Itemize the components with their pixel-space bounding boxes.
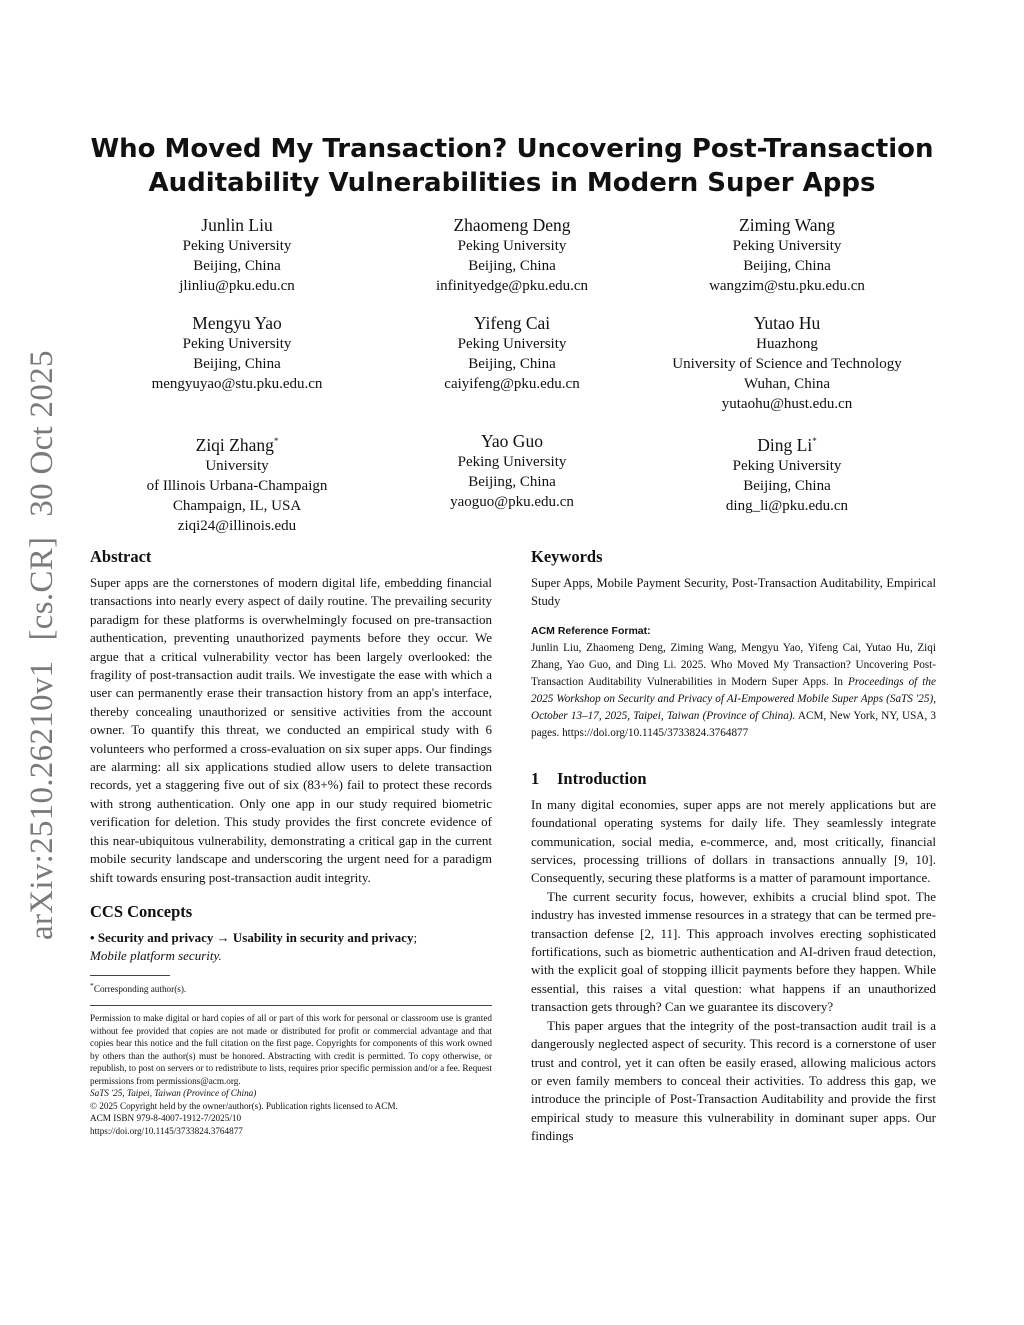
author-card — [362, 430, 662, 512]
section-number: 1 — [531, 768, 540, 788]
title-line-1: Who Moved My Transaction? Uncovering Post-Transaction — [90, 134, 934, 164]
author-name: Zhaomeng Deng — [453, 215, 571, 235]
author-email: ziqi24@illinois.edu — [177, 517, 297, 534]
author-location: Wuhan, China — [743, 376, 831, 392]
author-email: jlinliu@pku.edu.cn — [179, 278, 295, 294]
author-location: Champaign, IL, USA — [172, 497, 302, 514]
author-card — [637, 430, 937, 516]
ccs-term-1: Security and privacy — [97, 929, 214, 945]
author-name: Mengyu Yao — [192, 313, 282, 333]
author-location: Beijing, China — [468, 474, 556, 490]
author-card — [87, 430, 387, 536]
author-affiliation: Huazhong — [756, 336, 818, 352]
author-email: wangzim@stu.pku.edu.cn — [709, 278, 865, 294]
author-card — [87, 312, 387, 394]
author-affiliation: Peking University — [457, 238, 567, 254]
ccs-heading: CCS Concepts — [90, 901, 193, 921]
author-card — [87, 214, 387, 296]
author-location: Beijing, China — [468, 356, 556, 372]
arxiv-category: [cs.CR] — [24, 536, 60, 641]
author-name: Yutao Hu — [753, 313, 821, 333]
ccs-concepts: • Security and privacy → Usability in security and privacy; Mobile platform security. — [90, 929, 418, 963]
author-affiliation: Peking University — [732, 238, 842, 254]
author-affiliation: Peking University — [457, 336, 567, 352]
author-card — [637, 214, 937, 296]
isbn: ACM ISBN 979-8-4007-1912-7/2025/10 — [90, 1113, 242, 1124]
arxiv-date: 30 Oct 2025 — [24, 350, 60, 517]
abstract-heading: Abstract — [90, 547, 152, 566]
permission-text: Permission to make digital or hard copies of all or part of this work for personal or classroom use is granted without fee provided that copies are not made or distributed for profit or commercial advantage and that copies bear this notice and the full citation on the first page. Copyrights for components of this work owned by others than the author(s) must be honored. Abstracting with credit is permitted. To copy otherwise, or republish, to post on servers or to redistribute to lists, requires prior specific permission and/or a fee. Request permissions from permissions@acm.org. — [90, 1013, 492, 1086]
venue: SaTS '25, Taipei, Taiwan (Province of China) — [90, 1088, 257, 1099]
left-column — [90, 546, 492, 1137]
arxiv-id: arXiv:2510.26210v1 — [24, 660, 60, 940]
footnote-rule — [90, 975, 170, 976]
author-location: Beijing, China — [743, 477, 831, 494]
author-affiliation: Peking University — [732, 457, 842, 474]
author-affiliation: Peking University — [182, 238, 292, 254]
author-name: Ziming Wang — [739, 215, 835, 235]
copyright: © 2025 Copyright held by the owner/author(s). Publication rights licensed to ACM. — [90, 1100, 398, 1111]
footnote: *Corresponding author(s). — [90, 980, 187, 994]
acm-reference: Junlin Liu, Zhaomeng Deng, Ziming Wang, Mengyu Yao, Yifeng Cai, Yutao Hu, Ziqi Zhang, Yao Guo, and Ding Li. 2025. Who Moved My Transaction? Uncovering Post-Transaction Auditability Vulnerabilities in Modern Super Apps. In Proceedings of the 2025 Workshop on Security and Privacy of AI-Empowered Mobile Super Apps (SaTS '25), October 13–17, 2025, Taipei, Taiwan (Province of China). ACM, New York, NY, USA, 3 pages. https://doi.org/10.1145/3733824.3764877 — [531, 641, 936, 739]
abstract-text: Super apps are the cornerstones of modern digital life, embedding financial transactions into nearly every aspect of daily routine. The prevailing security paradigm for these platforms is overwhelmingly focused on pre-transaction authentication, preventing unauthorized payments before they occur. We argue that a critical vulnerability vector has been largely overlooked: the fragility of post-transaction audit trails. We investigate the ease with which a user can permanently erase their transaction history from an app's interface, thereby concealing unauthorized or sensitive activities from the account owner. To quantify this threat, we conducted an empirical study with 6 volunteers who performed a cross-evaluation on six super apps. Our findings are alarming: all six applications studied allow users to delete transaction records, yet a staggering five out of six (83+%) fail to protect these records with strong authentication. Only one app in our study required biometric verification for deletion. This study provides the first concrete evidence of this near-ubiquitous vulnerability, demonstrating a critical gap in the current mobile security landscape and underscoring the urgent need for a paradigm shift towards ensuring post-transaction audit integrity. — [90, 575, 492, 885]
intro-paragraph-2: The current security focus, however, exhibits a crucial blind spot. The industry has invested immense resources in a strategy that can be termed pre-transaction defense [2, 11]. This approach involves erecting sophisticated fortifications, such as biometric authentication and AI-driven fraud detection, with the explicit goal of stopping illicit payments before they happen. While essential, this raises a vital question: what happens if an unauthorized transaction gets through? Can we guarantee its discovery? — [531, 888, 936, 1015]
author-card — [637, 312, 937, 414]
ccs-bullet: • — [90, 929, 95, 945]
author-name: Yifeng Cai — [473, 313, 551, 333]
author-affiliation-2: of Illinois Urbana-Champaign — [146, 477, 328, 494]
author-location: Beijing, China — [468, 258, 556, 274]
doi-link[interactable]: https://doi.org/10.1145/3733824.3764877 — [90, 1125, 243, 1136]
author-name: Junlin Liu — [201, 215, 273, 235]
arxiv-stamp — [24, 330, 61, 940]
author-email: infinityedge@pku.edu.cn — [435, 278, 589, 294]
author-affiliation: Peking University — [182, 336, 292, 352]
author-email: yaoguo@pku.edu.cn — [450, 494, 574, 510]
author-email: yutaohu@hust.edu.cn — [721, 396, 853, 412]
corresponding-mark: * — [273, 436, 279, 446]
author-card — [362, 312, 662, 394]
author-affiliation: University — [205, 457, 269, 474]
author-location: Beijing, China — [743, 258, 831, 274]
intro-paragraph-3: This paper argues that the integrity of the post-transaction audit trail is a dangerously neglected aspect of security. This record is a cornerstone of user trust and control, yet it can often be easily erased, allowing malicious actors or even family members to conceal their activities. To address this gap, we introduce the principle of Post-Transaction Auditability and provide the first empirical study to measure this vulnerability in dominant super apps. Our findings — [531, 1017, 936, 1144]
author-affiliation: Peking University — [457, 454, 567, 470]
ccs-arrow: → — [216, 929, 230, 945]
corresponding-mark: * — [812, 436, 817, 446]
author-email: mengyuyao@stu.pku.edu.cn — [151, 376, 323, 392]
author-location: Beijing, China — [193, 258, 281, 274]
acm-reference-label: ACM Reference Format: — [531, 624, 651, 637]
title-line-2: Auditability Vulnerabilities in Modern Super Apps — [148, 168, 876, 198]
author-location: Beijing, China — [193, 356, 281, 372]
right-column — [531, 546, 936, 1146]
author-name: Yao Guo — [481, 431, 543, 451]
author-name: Ziqi Zhang* — [195, 434, 279, 455]
author-affiliation-2: University of Science and Technology — [672, 356, 902, 372]
permission-block — [90, 1005, 492, 1137]
ccs-term-3: Mobile platform security. — [90, 947, 222, 963]
author-email: caiyifeng@pku.edu.cn — [444, 376, 580, 392]
intro-paragraph-1: In many digital economies, super apps are not merely applications but are foundational operating systems for daily life. They seamlessly integrate communication, social media, e-commerce, and, most critically, financial services, processing trillions of dollars in transactions annually [9, 10]. Consequently, securing these platforms is a matter of paramount importance. — [531, 796, 936, 886]
keywords-heading: Keywords — [531, 547, 603, 566]
author-card — [362, 214, 662, 296]
ccs-term-2: Usability in security and privacy — [232, 929, 414, 945]
author-email: ding_li@pku.edu.cn — [725, 497, 849, 514]
author-name: Ding Li* — [757, 434, 817, 455]
keywords-text: Super Apps, Mobile Payment Security, Post-Transaction Auditability, Empirical Study — [531, 576, 936, 609]
paper-title — [90, 132, 934, 200]
introduction-heading: 1 Introduction — [531, 768, 647, 788]
